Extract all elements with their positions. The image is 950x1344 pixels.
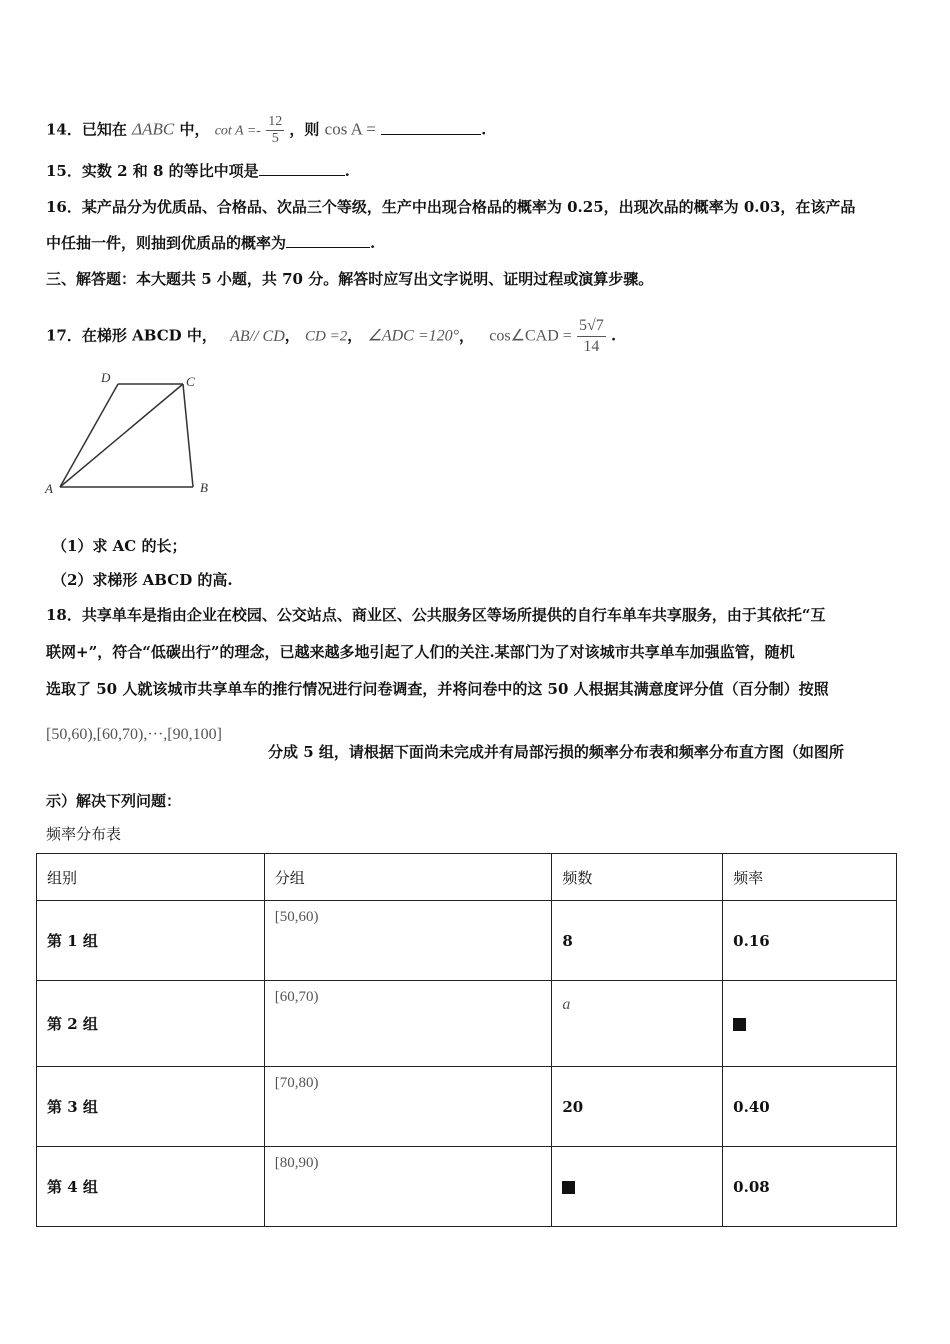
question-16-line1: 16．某产品分为优质品、合格品、次品三个等级，生产中出现合格品的概率为 0.25，出现次品的概率为 0.03，在该产品: [46, 198, 856, 216]
edge-bc: [183, 384, 193, 487]
question-17-part1: （1）求 AC 的长；: [52, 537, 187, 555]
question-18-line3: 选取了 50 人就该城市共享单车的推行情况进行问卷调查，并将问卷中的这 50 人根据其满意度评分值（百分制）按照: [46, 680, 829, 698]
label-c: C: [186, 374, 195, 389]
answer-blank: [286, 233, 370, 248]
math-triangle: ΔABC: [132, 119, 175, 139]
edge-da: [60, 384, 118, 487]
header-group: 组别: [37, 854, 265, 901]
label-d: D: [101, 370, 111, 385]
answer-blank: [259, 161, 345, 176]
question-14: 14．已知在 ΔABC 中， cot A =- $\frac{12}{5}$ ，则 cos A = .: [46, 114, 487, 146]
question-18-line5: 示）解决下列问题：: [46, 792, 182, 810]
table-title: 频率分布表: [46, 825, 122, 843]
smudge-mark: [733, 1018, 746, 1031]
answer-blank: [381, 120, 481, 135]
intervals-formula: [50,60),[60,70),···,[90,100]: [46, 726, 222, 743]
question-16-line2: 中任抽一件，则抽到优质品的概率为 .: [46, 234, 376, 252]
trapezoid-figure: [40, 365, 220, 500]
fraction-5sqrt7-14: $\frac{5√7}{14}$: [579, 317, 604, 355]
question-17-part2: （2）求梯形 ABCD 的高.: [52, 571, 233, 589]
header-frequency: 频率: [723, 854, 897, 901]
label-b: B: [200, 480, 208, 495]
label-a: A: [45, 481, 53, 496]
table-row: 第 1 组 [50,60) 8 0.16: [37, 901, 897, 981]
question-18-line2: 联网+”，符合“低碳出行”的理念，已越来越多地引起了人们的关注.某部门为了对该城市共享单车加强监管，随机: [46, 643, 795, 661]
table-row: 第 4 组 [80,90) 0.08: [37, 1147, 897, 1227]
table-row: 第 2 组 [60,70) a: [37, 981, 897, 1067]
section-heading: 三、解答题：本大题共 5 小题，共 70 分。解答时应写出文字说明、证明过程或演算步骤。: [46, 270, 654, 288]
table-header-row: [37, 854, 897, 901]
question-17: 17．在梯形 ABCD 中， AB// CD， CD =2， ∠ADC =120°， cos∠CAD = $\frac{5√7}{14}$ .: [46, 317, 617, 355]
smudge-mark: [562, 1181, 575, 1194]
question-18-line4: 分成 5 组，请根据下面尚未完成并有局部污损的频率分布表和频率分布直方图（如图所: [268, 743, 844, 761]
header-count: 频数: [552, 854, 723, 901]
frequency-table: [36, 853, 897, 1227]
question-15: 15．实数 2 和 8 的等比中项是 .: [46, 162, 350, 180]
math-cot: cot A =-: [214, 123, 261, 139]
fraction-12-5: $\frac{12}{5}$: [268, 114, 283, 146]
math-cos: cos A =: [324, 119, 376, 139]
table-row: 第 3 组 [70,80) 20 0.40: [37, 1067, 897, 1147]
question-18-line1: 18．共享单车是指由企业在校园、公交站点、商业区、公共服务区等场所提供的自行车单车共享服务，由于其依托“互: [46, 606, 826, 624]
header-range: 分组: [264, 854, 552, 901]
diagonal-ac: [60, 384, 183, 487]
